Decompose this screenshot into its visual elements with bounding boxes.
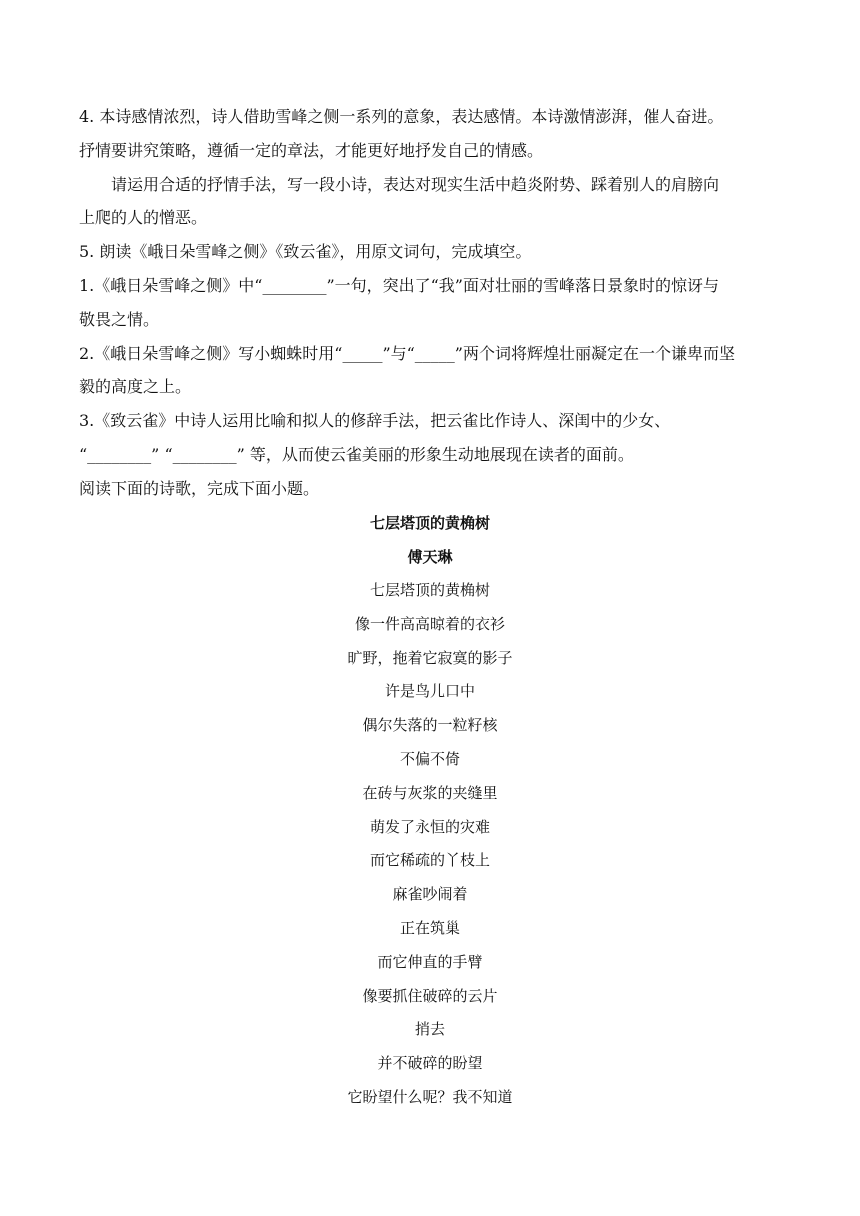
question-section: [79, 100, 779, 506]
fill-blank-1-line-1: 1.《峨日朵雪峰之侧》中“________”一句，突出了“我”面对壮丽的雪峰落日景象时的惊讶与: [79, 275, 719, 295]
question-4-line-1: 4. 本诗感情浓烈，诗人借助雪峰之侧一系列的意象，表达感情。本诗激情澎湃，催人奋进。: [79, 107, 724, 126]
question-4-prompt-line-2: 上爬的人的憎恶。: [79, 208, 208, 228]
poem-line: 在砖与灰浆的夹缝里: [362, 783, 498, 802]
poem-line: 而它稀疏的丫枝上: [369, 851, 490, 870]
question-4-prompt-line-1: 请运用合适的抒情手法，写一段小诗，表达对现实生活中趋炎附势、踩着别人的肩膀向: [111, 174, 720, 194]
poem-line: 旷野，拖着它寂寞的影子: [347, 648, 513, 667]
question-4-line-2: 抒情要讲究策略，遵循一定的章法，才能更好地抒发自己的情感。: [79, 140, 544, 160]
poem-title: 七层塔顶的黄桷树: [369, 514, 490, 532]
poem-line: 七层塔顶的黄桷树: [369, 581, 490, 599]
fill-blank-3-line-2: “________” “________” 等，从而使云雀美丽的形象生动地展现在读者的面前。: [79, 444, 634, 464]
poem-line: 捎去: [414, 1020, 445, 1039]
poem-line: 萌发了永恒的灾难: [369, 817, 490, 836]
poem-line: 像一件高高晾着的衣衫: [354, 614, 505, 633]
poem-author: 傅天琳: [407, 548, 453, 566]
poem-line: 它盼望什么呢？我不知道: [347, 1087, 513, 1106]
poem-line: 像要抓住破碎的云片: [362, 986, 498, 1005]
poem-line: 不偏不倚: [399, 749, 460, 768]
question-5-intro: 5. 朗读《峨日朵雪峰之侧》《致云雀》，用原文词句，完成填空。: [79, 242, 532, 262]
fill-blank-2-line-2: 毅的高度之上。: [79, 377, 192, 397]
reading-instruction: 阅读下面的诗歌，完成下面小题。: [79, 478, 320, 498]
poem-line: 偶尔失落的一粒籽核: [362, 716, 498, 735]
poem-line: 麻雀吵闹着: [392, 885, 468, 904]
poem-section: [0, 506, 860, 1115]
poem-line: 并不破碎的盼望: [377, 1054, 483, 1073]
poem-line: 许是鸟儿口中: [384, 682, 475, 701]
fill-blank-2-line-1: 2.《峨日朵雪峰之侧》写小蜘蛛时用“_____”与“_____”两个词将辉煌壮丽凝定在一个谦卑而坚: [79, 343, 735, 363]
fill-blank-1-line-2: 敬畏之情。: [79, 309, 160, 329]
fill-blank-3-line-1: 3.《致云雀》中诗人运用比喻和拟人的修辞手法，把云雀比作诗人、深闺中的少女、: [79, 411, 671, 431]
poem-line: 而它伸直的手臂: [377, 952, 483, 971]
poem-line: 正在筑巢: [399, 918, 460, 937]
